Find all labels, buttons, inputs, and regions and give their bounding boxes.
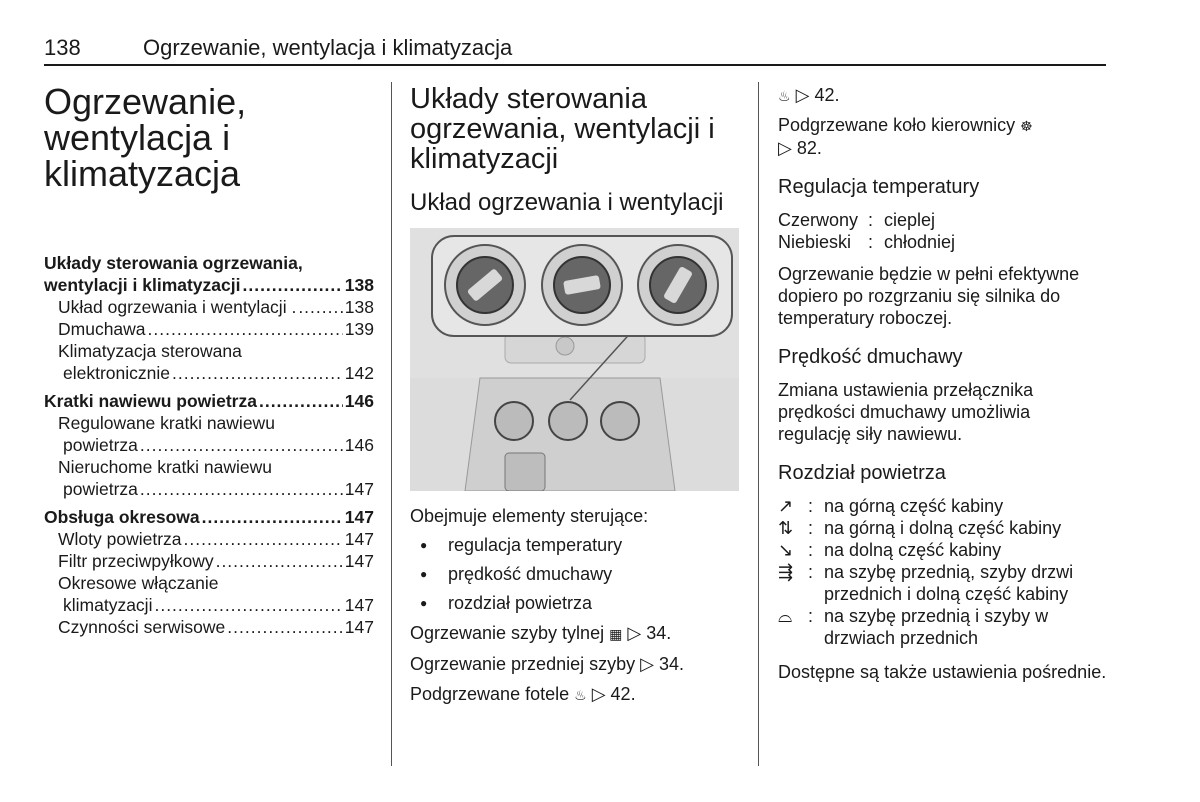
- bullet-icon: ●: [420, 567, 428, 581]
- running-header-title: Ogrzewanie, wentylacja i klimatyzacja: [143, 35, 513, 60]
- toc-leader-dots: [140, 478, 343, 500]
- toc-entry-title: Nieruchome kratki nawiewu: [58, 457, 272, 477]
- toc-entry-title: Klimatyzacja sterowana: [58, 341, 242, 361]
- ref-arrow-icon: ▷: [778, 138, 792, 158]
- toc-entry-title: Filtr przeciwpyłkowy: [58, 551, 214, 571]
- fan-speed-heading: Prędkość dmuchawy: [778, 346, 963, 368]
- toc-entry[interactable]: [44, 616, 374, 638]
- toc-page-number: 138: [344, 297, 374, 317]
- toc-entry-title: Regulowane kratki nawiewu: [58, 413, 275, 433]
- intermediate-settings-note: Dostępne są także ustawienia pośrednie.: [778, 662, 1107, 682]
- ref-arrow-icon: ▷: [640, 654, 659, 674]
- toc-leader-dots: [140, 434, 343, 456]
- column-3: [778, 84, 1108, 683]
- temperature-table: [778, 209, 1108, 253]
- toc-entry-title: Okresowe włączanie: [58, 573, 219, 593]
- separator: :: [808, 606, 814, 626]
- air-distribution-text: na górną i dolną część kabiny: [824, 518, 1062, 538]
- chapter-title: Ogrzewanie, wentylacja i klimatyzacja: [44, 81, 247, 194]
- toc-leader-dots: [298, 296, 342, 318]
- toc-entry-title: Wloty powietrza: [58, 529, 182, 549]
- reference-line: [410, 653, 740, 675]
- seat-heating-icon: ♨: [778, 88, 791, 104]
- bullet-icon: ●: [420, 596, 428, 610]
- toc-page-number: 142: [344, 363, 374, 383]
- toc-page-number: 146: [344, 391, 374, 411]
- reference-page: 34.: [646, 623, 672, 643]
- toc-entry-title: Obsługa okresowa: [44, 507, 200, 527]
- toc-page-number: 147: [344, 479, 374, 499]
- toc-entry[interactable]: [44, 390, 374, 412]
- toc-entry[interactable]: [44, 456, 374, 500]
- toc-entry[interactable]: [44, 252, 374, 296]
- air-distribution-text: na dolną część kabiny: [824, 540, 1002, 560]
- meaning-label: chłodniej: [884, 232, 956, 252]
- temperature-heading: Regulacja temperatury: [778, 176, 980, 198]
- meaning-label: cieplej: [884, 210, 936, 230]
- air-upper-icon: ↗: [778, 496, 794, 516]
- toc-page-number: 146: [344, 435, 374, 455]
- air-distribution-row: [778, 495, 1108, 517]
- column-divider-2: [758, 82, 759, 766]
- toc-entry-title: Układy sterowania ogrzewania,: [44, 253, 303, 273]
- air-distribution-text: na górną część kabiny: [824, 496, 1004, 516]
- toc-entry[interactable]: [44, 412, 374, 456]
- controls-intro: Obejmuje elementy sterujące:: [410, 506, 649, 526]
- toc-entry-title: Dmuchawa: [58, 319, 146, 339]
- temperature-note: Ogrzewanie będzie w pełni efektywne dopiero po rozgrzaniu się silnika do temperatury roboczej.: [778, 264, 1080, 328]
- heated-steering-wheel-icon: ☸: [1020, 118, 1033, 134]
- separator: :: [868, 210, 874, 230]
- toc-leader-dots: [227, 616, 343, 638]
- toc-page-number: 138: [344, 275, 374, 295]
- page-number: 138: [44, 35, 81, 60]
- color-label: Niebieski: [778, 232, 852, 252]
- separator: :: [808, 562, 814, 582]
- air-distribution-row: [778, 605, 1108, 649]
- seat-heating-icon: ♨: [574, 687, 587, 703]
- air-distribution-row: [778, 561, 1108, 605]
- toc-leader-dots: [202, 506, 343, 528]
- subsection-heading: Układ ogrzewania i wentylacji: [410, 189, 724, 216]
- toc-entry[interactable]: [44, 506, 374, 528]
- toc-page-number: 147: [344, 551, 374, 571]
- toc-entry[interactable]: [44, 296, 374, 318]
- toc-leader-dots: [242, 274, 342, 296]
- reference-line: [410, 683, 740, 706]
- reference-text: Ogrzewanie przedniej szyby: [410, 654, 636, 674]
- separator: :: [808, 518, 814, 538]
- column-2: [410, 84, 740, 714]
- toc-entry[interactable]: [44, 340, 374, 384]
- steering-heating-ref: Podgrzewane koło kierownicy ☸ ▷ 82.: [778, 115, 1033, 158]
- bullet-list: [410, 534, 740, 614]
- air-upper-lower-icon: ⇅: [778, 518, 794, 538]
- bullet-text: regulacja temperatury: [448, 535, 623, 555]
- toc-entry-title: powietrza: [63, 479, 138, 499]
- toc-leader-dots: [184, 528, 343, 550]
- ref-arrow-icon: ▷: [627, 623, 647, 643]
- toc-entry[interactable]: [44, 572, 374, 616]
- rear-window-heating-icon: ▦: [609, 626, 623, 642]
- bullet-item: [410, 534, 740, 556]
- reference-line: [410, 622, 740, 645]
- reference-text: Ogrzewanie szyby tylnej: [410, 623, 605, 643]
- toc-entry-title: wentylacji i klimatyzacji: [44, 275, 241, 295]
- separator: :: [868, 232, 874, 252]
- toc-leader-dots: [259, 390, 343, 412]
- toc-entry-title: Układ ogrzewania i wentylacji .: [58, 297, 297, 317]
- column-divider-1: [391, 82, 392, 766]
- air-distribution-text: na szybę przednią i szyby w drzwiach przednich: [824, 606, 1049, 648]
- toc-entry-title: Czynności serwisowe: [58, 617, 226, 637]
- bullet-text: rozdział powietrza: [448, 593, 593, 613]
- seat-heating-ref: ♨ ▷ 42.: [778, 85, 840, 105]
- air-distribution-list: [778, 495, 1108, 649]
- bullet-text: prędkość dmuchawy: [448, 564, 613, 584]
- temperature-row: [778, 209, 1108, 231]
- toc-entry-title: klimatyzacji: [63, 595, 153, 615]
- toc-entry-title: Kratki nawiewu powietrza: [44, 391, 257, 411]
- reference-page: 42.: [610, 684, 636, 704]
- toc-page-number: 147: [344, 595, 374, 615]
- ref-arrow-icon: ▷: [795, 85, 810, 105]
- reference-page: 34.: [658, 654, 684, 674]
- air-windscreen-icon: ⌓: [778, 606, 793, 626]
- toc-page-number: 147: [344, 507, 374, 527]
- toc-entry[interactable]: [44, 528, 374, 550]
- section-heading: Układy sterowania ogrzewania, wentylacji i klimatyzacji: [410, 83, 715, 175]
- air-distribution-row: [778, 539, 1108, 561]
- toc-entry-title: powietrza: [63, 435, 138, 455]
- toc-leader-dots: [148, 318, 343, 340]
- toc-entry[interactable]: [44, 318, 374, 340]
- toc-entry[interactable]: [44, 550, 374, 572]
- toc-page-number: 139: [344, 319, 374, 339]
- table-of-contents: [44, 252, 374, 638]
- bullet-item: [410, 592, 740, 614]
- color-label: Czerwony: [778, 210, 859, 230]
- bullet-item: [410, 563, 740, 585]
- header-rule: [44, 64, 1106, 66]
- reference-text: Podgrzewane fotele: [410, 684, 570, 704]
- air-distribution-row: [778, 517, 1108, 539]
- reference-list: [410, 622, 740, 706]
- ref-arrow-icon: ▷: [591, 684, 611, 704]
- temperature-row: [778, 231, 1108, 253]
- toc-leader-dots: [154, 594, 342, 616]
- bullet-icon: ●: [420, 538, 428, 552]
- separator: :: [808, 540, 814, 560]
- dashboard-controls-illustration: [410, 228, 739, 491]
- toc-leader-dots: [172, 362, 343, 384]
- air-distribution-heading: Rozdział powietrza: [778, 462, 946, 484]
- toc-entry-title: elektronicznie: [63, 363, 170, 383]
- fan-speed-note: Zmiana ustawienia przełącznika prędkości dmuchawy umożliwia regulację siły nawiewu.: [778, 380, 1034, 444]
- hvac-panel-drawing: [410, 228, 739, 491]
- toc-page-number: 147: [344, 529, 374, 549]
- air-lower-icon: ↘: [778, 540, 794, 560]
- separator: :: [808, 496, 814, 516]
- toc-page-number: 147: [344, 617, 374, 637]
- air-windscreen-lower-icon: ⇶: [778, 562, 794, 582]
- air-distribution-text: na szybę przednią, szyby drzwi przednich i dolną część kabiny: [824, 562, 1074, 604]
- toc-leader-dots: [216, 550, 343, 572]
